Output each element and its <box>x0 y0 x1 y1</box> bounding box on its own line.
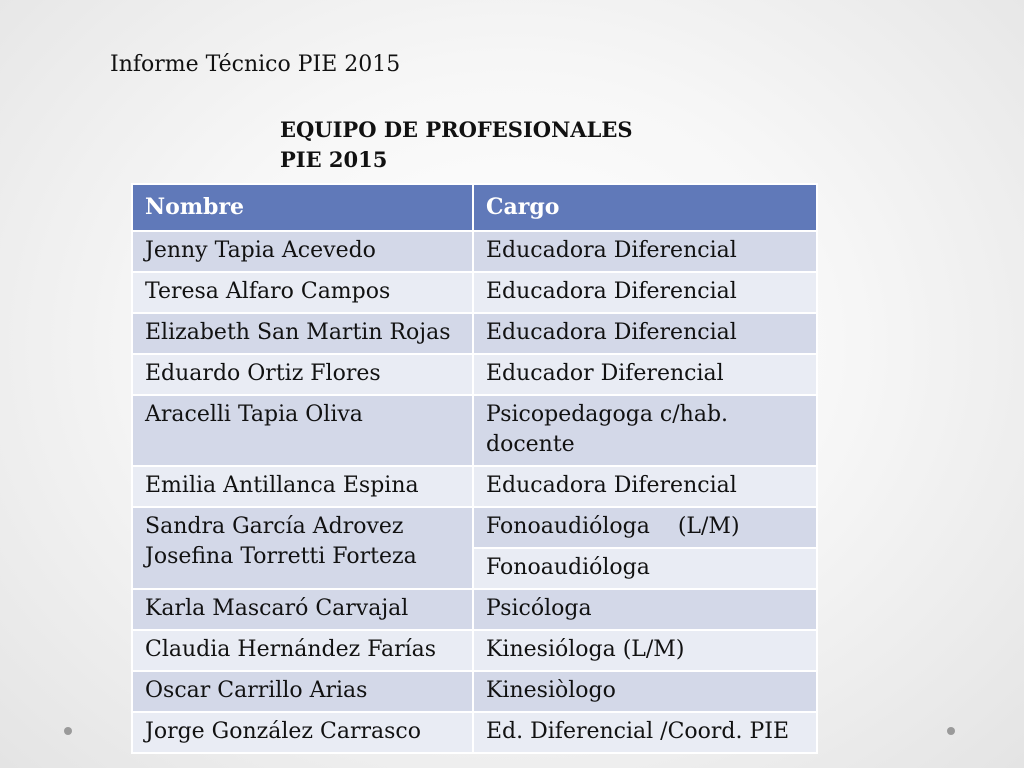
name-cell: Teresa Alfaro Campos <box>132 272 473 313</box>
table-row <box>132 395 817 466</box>
section-title-line-1: EQUIPO DE PROFESIONALES <box>280 117 633 142</box>
table-row <box>132 712 817 753</box>
table-row <box>132 313 817 354</box>
table-header-row <box>132 184 817 231</box>
slide-ornament-dot-left <box>64 727 72 735</box>
role-cell: Fonoaudióloga (L/M) <box>473 507 817 548</box>
role-cell: Educador Diferencial <box>473 354 817 395</box>
slide-ornament-dot-right <box>947 727 955 735</box>
name-cell: Elizabeth San Martin Rojas <box>132 313 473 354</box>
role-cell: Educadora Diferencial <box>473 313 817 354</box>
name-line: Sandra García Adrovez <box>145 514 404 539</box>
role-cell: Fonoaudióloga <box>473 548 817 589</box>
section-title <box>280 115 633 175</box>
name-line: Josefina Torretti Forteza <box>145 544 417 569</box>
role-cell: Psicóloga <box>473 589 817 630</box>
document-title: Informe Técnico PIE 2015 <box>110 52 401 77</box>
role-cell: Educadora Diferencial <box>473 231 817 272</box>
role-cell: Educadora Diferencial <box>473 272 817 313</box>
table-row <box>132 354 817 395</box>
name-cell: Karla Mascaró Carvajal <box>132 589 473 630</box>
table-row <box>132 671 817 712</box>
table-row <box>132 231 817 272</box>
section-title-line-2: PIE 2015 <box>280 147 388 172</box>
staff-table <box>131 183 818 754</box>
table-row <box>132 630 817 671</box>
name-cell: Jenny Tapia Acevedo <box>132 231 473 272</box>
name-cell: Emilia Antillanca Espina <box>132 466 473 507</box>
role-cell: Educadora Diferencial <box>473 466 817 507</box>
table-row <box>132 589 817 630</box>
role-cell: Psicopedagoga c/hab. docente <box>473 395 817 466</box>
role-cell: Kinesióloga (L/M) <box>473 630 817 671</box>
name-cell: Claudia Hernández Farías <box>132 630 473 671</box>
name-cell: Eduardo Ortiz Flores <box>132 354 473 395</box>
name-cell: Aracelli Tapia Oliva <box>132 395 473 466</box>
name-cell: Oscar Carrillo Arias <box>132 671 473 712</box>
merged-name-cell <box>132 507 473 589</box>
table-row <box>132 507 817 548</box>
column-header-cargo: Cargo <box>473 184 817 231</box>
table-row <box>132 466 817 507</box>
column-header-nombre: Nombre <box>132 184 473 231</box>
role-cell: Ed. Diferencial /Coord. PIE <box>473 712 817 753</box>
name-cell: Jorge González Carrasco <box>132 712 473 753</box>
table-row <box>132 272 817 313</box>
role-cell: Kinesiòlogo <box>473 671 817 712</box>
